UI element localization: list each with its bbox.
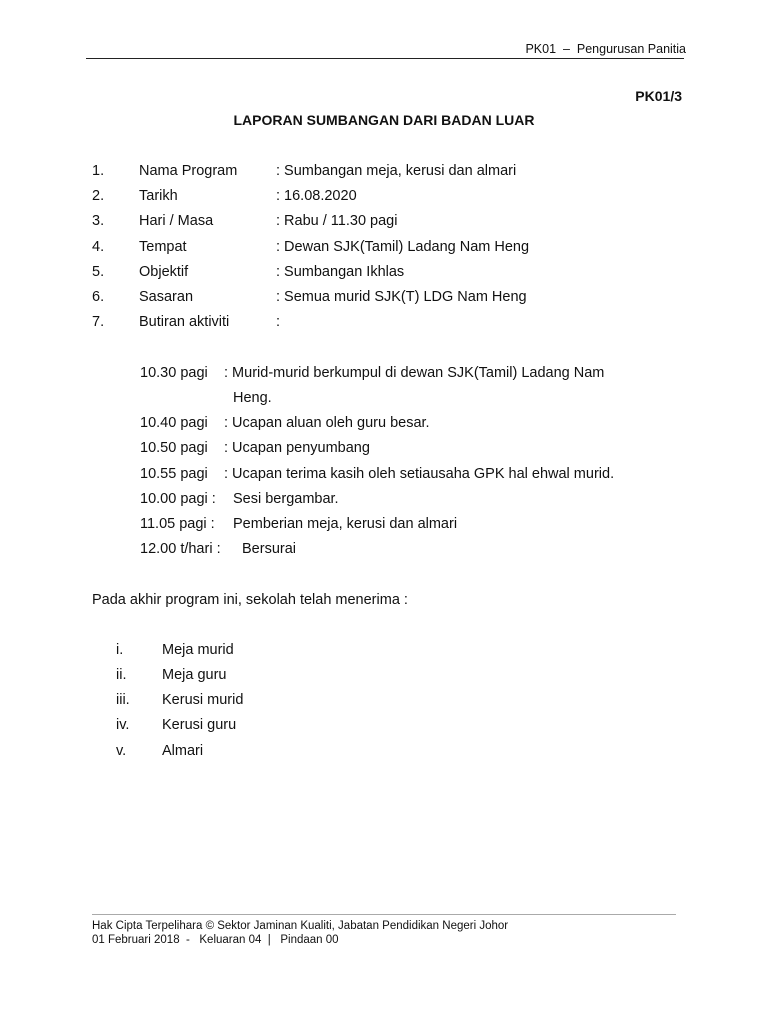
detail-value: : Rabu / 11.30 pagi [276,213,398,229]
footer-revision: 01 Februari 2018 - Keluaran 04 | Pindaan 00 [92,934,339,946]
detail-number: 4. [92,239,105,255]
summary-text: Pada akhir program ini, sekolah telah menerima : [92,592,408,608]
schedule-desc: : Ucapan aluan oleh guru besar. [224,415,430,431]
footer-copyright: Hak Cipta Terpelihara © Sektor Jaminan Kualiti, Jabatan Pendidikan Negeri Johor [92,920,509,932]
document-title: LAPORAN SUMBANGAN DARI BADAN LUAR [233,112,535,128]
schedule-desc: : Ucapan terima kasih oleh setiausaha GPK hal ehwal murid. [224,466,615,482]
schedule-desc: : Ucapan penyumbang [224,440,370,456]
detail-value: : Dewan SJK(Tamil) Ladang Nam Heng [276,239,530,255]
detail-value: : [276,314,281,330]
schedule-time: 10.00 pagi : [140,491,216,507]
detail-number: 5. [92,264,105,280]
schedule-time: 10.30 pagi [140,365,208,381]
detail-value: : Sumbangan meja, kerusi dan almari [276,163,517,179]
detail-number: 6. [92,289,105,305]
item-label: Meja guru [162,667,227,683]
item-number: iv. [116,717,130,733]
detail-number: 2. [92,188,105,204]
detail-number: 7. [92,314,105,330]
item-label: Kerusi murid [162,692,244,708]
footer-rule [92,914,676,915]
schedule-desc: Pemberian meja, kerusi dan almari [233,516,458,532]
schedule-desc: : Murid-murid berkumpul di dewan SJK(Tamil) Ladang Nam [224,365,605,381]
item-label: Meja murid [162,642,234,658]
detail-value: : Sumbangan Ikhlas [276,264,405,280]
item-label: Kerusi guru [162,717,237,733]
schedule-time: 10.50 pagi [140,440,208,456]
detail-label: Nama Program [139,163,238,179]
schedule-time: 10.55 pagi [140,466,208,482]
schedule-time: 11.05 pagi : [140,516,215,532]
item-label: Almari [162,743,204,759]
detail-label: Hari / Masa [139,213,214,229]
detail-number: 3. [92,213,105,229]
detail-label: Tempat [139,239,187,255]
item-number: ii. [116,667,127,683]
schedule-desc-continued: Heng. [233,390,272,406]
item-number: v. [116,743,127,759]
form-code: PK01/3 [635,88,682,104]
schedule-time: 12.00 t/hari : [140,541,221,557]
schedule-desc: Sesi bergambar. [233,491,339,507]
detail-label: Butiran aktiviti [139,314,230,330]
detail-label: Sasaran [139,289,194,305]
schedule-desc: Bersurai [242,541,296,557]
detail-label: Objektif [139,264,189,280]
header-rule [86,58,684,59]
item-number: i. [116,642,124,658]
running-header: PK01 – Pengurusan Panitia [525,42,686,56]
schedule-time: 10.40 pagi [140,415,208,431]
detail-label: Tarikh [139,188,178,204]
detail-value: : Semua murid SJK(T) LDG Nam Heng [276,289,527,305]
detail-number: 1. [92,163,105,179]
detail-value: : 16.08.2020 [276,188,357,204]
item-number: iii. [116,692,130,708]
